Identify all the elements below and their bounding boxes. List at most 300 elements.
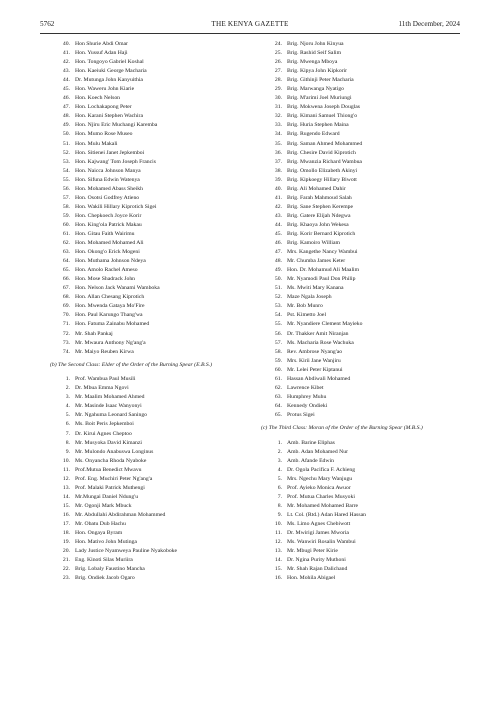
item-name: Lt. Col. (Rtd.) Adan Hared Hassan <box>287 511 366 518</box>
item-name: Mr. Nyamodi Paul Don Philip <box>287 276 356 283</box>
item-name: Mr. Bob Munro <box>287 303 323 310</box>
item-number: 44. <box>62 77 70 84</box>
item-name: Hon. Yussuf Adan Haji <box>75 50 128 57</box>
item-name: Amb. Barine Eliphas <box>287 439 335 446</box>
item-number: 2. <box>65 385 70 392</box>
item-name: Mr.Mungai Daniel Ndung'u <box>75 493 139 500</box>
item-name: Prof.Mutua Benedict Mwavu <box>75 466 142 473</box>
item-name: Brig. Rashid Seif Salim <box>287 50 342 57</box>
list-item <box>58 411 246 420</box>
item-name: Hon. Dr. Mohamud Ali Maalim <box>287 267 360 274</box>
list-item <box>270 284 465 293</box>
item-number: 52. <box>62 149 70 156</box>
item-name: Ms. Wanwiri Rosalin Wambui <box>287 539 356 546</box>
item-name: Mr. Masinde Isaac Wanyonyi <box>75 403 142 410</box>
item-name: Mr. Mohamed Mohamed Barre <box>287 502 359 509</box>
item-number: 25. <box>274 50 282 57</box>
item-name: Dr. Mutunga John Kanyuithia <box>75 77 143 84</box>
item-number: 31. <box>274 104 282 111</box>
list-item <box>58 547 246 556</box>
item-number: 2. <box>277 448 282 455</box>
list-item <box>58 194 246 203</box>
list-item <box>270 330 465 339</box>
item-name: Hon. Karani Stephen Wachira <box>75 113 143 120</box>
list-item <box>270 176 465 185</box>
list-item <box>270 121 465 130</box>
item-name: Lady Justice Nyamweya Pauline Nyakoboke <box>75 548 178 555</box>
item-name: Brig. Chesire David Kiprotich <box>287 149 356 156</box>
list-item <box>58 565 246 574</box>
item-number: 62. <box>62 240 70 247</box>
item-name: Brig. Saman Ahmed Mohammed <box>287 140 363 147</box>
item-number: 5. <box>65 412 70 419</box>
item-number: 33. <box>274 122 282 129</box>
list-item <box>58 221 246 230</box>
item-number: 53. <box>62 158 70 165</box>
item-number: 63. <box>62 249 70 256</box>
list-item <box>270 257 465 266</box>
list-item <box>58 266 246 275</box>
list-item <box>58 58 246 67</box>
item-number: 42. <box>274 203 282 210</box>
item-name: Humphrey Muhu <box>287 393 327 400</box>
item-name: Hon. Mativo John Mutinga <box>75 539 137 546</box>
item-number: 47. <box>62 104 70 111</box>
list-item <box>270 248 465 257</box>
list-item <box>58 167 246 176</box>
item-name: Amb. Afande Edwin <box>287 457 334 464</box>
item-name: Hon. Paul Karungo Thang'wa <box>75 312 143 319</box>
item-number: 62. <box>274 384 282 391</box>
item-number: 8. <box>65 439 70 446</box>
list-item <box>58 40 246 49</box>
item-name: Hassan Abdiwali Mohamed <box>287 375 351 382</box>
list-item <box>58 466 246 475</box>
item-name: Hon. Mumo Rose Museo <box>75 131 133 138</box>
item-number: 49. <box>274 267 282 274</box>
item-name: Hon. Chepkoech Joyce Korir <box>75 212 142 219</box>
item-number: 40. <box>274 185 282 192</box>
list-item <box>270 302 465 311</box>
item-number: 60. <box>62 221 70 228</box>
list-item <box>270 230 465 239</box>
list-item <box>58 502 246 511</box>
list-item <box>270 212 465 221</box>
item-name: Hon. Mohamed Mohamed Ali <box>75 240 144 247</box>
item-name: Mr. Mbugi Peter Kirie <box>287 548 338 555</box>
item-number: 11. <box>275 530 282 537</box>
item-name: Hon. Amolo Rachel Ameso <box>75 267 138 274</box>
item-name: Hon Shurie Abdi Omar <box>75 41 128 47</box>
item-name: Mr. Chumba James Keter <box>287 258 346 265</box>
item-number: 53. <box>274 303 282 310</box>
item-number: 18. <box>62 530 70 537</box>
list-item <box>270 493 465 502</box>
list-item <box>58 339 246 348</box>
list-item <box>58 556 246 565</box>
item-name: Hon. Mulu Makali <box>75 140 118 147</box>
item-name: Brig. Githinji Peter Macharia <box>287 77 354 84</box>
item-number: 58. <box>274 348 282 355</box>
item-number: 55. <box>62 176 70 183</box>
item-name: Kennedy Ondieki <box>287 402 328 409</box>
item-number: 46. <box>62 95 70 102</box>
item-number: 8. <box>277 502 282 509</box>
item-name: Hon. Allan Chesang Kiprotich <box>75 294 145 301</box>
list-item <box>58 130 246 139</box>
item-number: 50. <box>62 131 70 138</box>
item-name: Hon. Mose Shadrack John <box>75 276 136 283</box>
item-name: Hon. Naicca Johnson Manya <box>75 167 141 174</box>
list-item <box>270 502 465 511</box>
item-name: Hon. Wakili Hillary Kiprotich Sigei <box>75 203 157 210</box>
item-number: 7. <box>65 430 70 437</box>
list-item <box>58 302 246 311</box>
item-name: Prof. Wambua Paul Musili <box>75 376 136 383</box>
item-number: 23. <box>62 575 70 582</box>
list-item <box>58 293 246 302</box>
list-item <box>270 411 465 420</box>
item-number: 65. <box>62 267 70 274</box>
item-number: 43. <box>62 68 70 75</box>
list-item <box>58 103 246 112</box>
item-name: Brig. Kamoiro William <box>287 240 340 247</box>
item-number: 58. <box>62 203 70 210</box>
item-number: 10. <box>62 457 70 464</box>
list-item <box>270 76 465 85</box>
list-item <box>58 375 246 384</box>
item-number: 45. <box>62 86 70 93</box>
list-item <box>58 248 246 257</box>
item-name: Brig. Mwenga Mboya <box>287 59 338 66</box>
item-name: Brig. Rugendo Edward <box>287 131 340 138</box>
item-number: 37. <box>274 158 282 165</box>
list-item <box>270 167 465 176</box>
item-name: Hon. Sitienei Janet Jepkemboi <box>75 149 145 156</box>
list-item <box>270 94 465 103</box>
item-number: 61. <box>62 230 70 237</box>
list-item <box>58 49 246 58</box>
item-number: 9. <box>65 448 70 455</box>
list-item <box>270 357 465 366</box>
item-name: Ms. Macharia Rose Wachuka <box>287 339 354 346</box>
item-number: 38. <box>274 167 282 174</box>
item-number: 44. <box>274 221 282 228</box>
item-name: Hon. Mohamed Abass Sheikh <box>75 185 143 192</box>
item-name: Hon. Gitau Faith Wairimu <box>75 230 135 237</box>
item-name: Hon. Nelson Jack Wanami Wamboka <box>75 285 160 292</box>
item-name: Mr. Musyoka David Kimanzi <box>75 439 142 446</box>
item-number: 68. <box>62 294 70 301</box>
item-name: Brig. Marwanga Nyatigo <box>287 86 345 93</box>
list-item <box>58 430 246 439</box>
list-item <box>58 393 246 402</box>
item-name: Brig. Korir Bernard Kiprotich <box>287 230 356 237</box>
item-name: Mr. Nyandiere Clement Mayieko <box>287 321 363 328</box>
item-name: Prof. Ayieko Monica Awuor <box>287 484 351 491</box>
item-name: Prof. Malaki Patrick Muthengi <box>75 484 145 491</box>
item-name: Brig. Mwanzia Richard Wambua <box>287 158 362 165</box>
item-number: 66. <box>62 276 70 283</box>
item-number: 30. <box>274 95 282 102</box>
item-name: Mr. Maiyo Reuben Kirwa <box>75 348 134 355</box>
item-name: Brig. Huria Stephen Maina <box>287 122 349 129</box>
list-item <box>270 439 465 448</box>
list-item <box>58 520 246 529</box>
item-number: 1. <box>277 439 282 446</box>
item-number: 63. <box>274 393 282 400</box>
list-item <box>58 176 246 185</box>
list-item <box>58 384 246 393</box>
item-name: Lawrence Kibet <box>287 384 324 391</box>
item-number: 45. <box>274 230 282 237</box>
item-number: 54. <box>62 167 70 174</box>
item-number: 3. <box>277 457 282 464</box>
list-item <box>58 212 246 221</box>
item-number: 59. <box>62 212 70 219</box>
list-item <box>270 239 465 248</box>
item-name: Mr. Maalim Mohamed Ahmed <box>75 394 145 401</box>
item-name: Brig. Ali Mohamed Dahir <box>287 185 346 192</box>
item-name: Brig. Gatere Elijah Ndegwa <box>287 212 351 219</box>
item-name: Brig. Mokwena Joseph Douglas <box>287 104 360 111</box>
item-name: Dr. Ogola Pacifica F. Achieng <box>287 466 356 473</box>
item-name: Maze Ngala Joseph <box>287 294 332 301</box>
item-name: Mr. Lelei Peter Kiptanui <box>287 366 343 373</box>
list-item <box>58 538 246 547</box>
issue-date: 11th December, 2024 <box>398 20 460 28</box>
item-number: 70. <box>62 312 70 319</box>
page-number: 5762 <box>40 20 55 28</box>
item-number: 15. <box>62 502 70 509</box>
item-number: 6. <box>65 421 70 428</box>
left-column <box>50 40 246 583</box>
item-number: 36. <box>274 149 282 156</box>
list-item <box>270 293 465 302</box>
item-number: 34. <box>274 131 282 138</box>
list-item <box>270 339 465 348</box>
item-name: Brig. Kipkoegy Hillary Biwott <box>287 176 357 183</box>
item-name: Mr. Shah Rajan Dalichand <box>287 566 348 573</box>
item-number: 21. <box>62 557 70 564</box>
list-item <box>270 203 465 212</box>
list-item <box>58 185 246 194</box>
item-number: 4. <box>277 466 282 473</box>
item-number: 65. <box>274 411 282 418</box>
item-name: Hon. Fatuma Zainabu Mohamed <box>75 321 150 328</box>
item-number: 73. <box>62 339 70 346</box>
item-number: 39. <box>274 176 282 183</box>
list-item <box>270 538 465 547</box>
list-item <box>270 311 465 320</box>
item-number: 69. <box>62 303 70 310</box>
item-name: Mrs. Kirii Jane Wanjiru <box>287 357 341 364</box>
item-number: 14. <box>274 557 282 564</box>
item-name: Hon. Tongoyo Gabriel Koshal <box>75 59 144 66</box>
list-item <box>58 67 246 76</box>
list-item <box>58 439 246 448</box>
list-item <box>58 239 246 248</box>
list-item <box>270 140 465 149</box>
list-item <box>58 348 246 357</box>
section-heading-ebs: (b) The Second Class: Elder of the Order of the Burning Spear (E.B.S.) <box>50 361 213 368</box>
item-name: Brig. Kipya John Kipkorir <box>287 68 348 75</box>
list-item <box>270 58 465 67</box>
item-number: 51. <box>62 140 70 147</box>
item-name: Hon. Lochakapong Peter <box>75 104 132 111</box>
item-number: 28. <box>274 77 282 84</box>
list-item <box>58 574 246 583</box>
item-number: 15. <box>274 566 282 573</box>
spacer <box>58 357 246 361</box>
item-number: 47. <box>274 249 282 256</box>
item-name: Protus Sigei <box>287 411 315 418</box>
item-number: 64. <box>62 258 70 265</box>
item-name: Hon. Osotsi Godfrey Atieno <box>75 194 140 201</box>
list-item <box>270 158 465 167</box>
list-item <box>270 484 465 493</box>
list-item <box>270 375 465 384</box>
list-item <box>58 484 246 493</box>
list-item <box>58 284 246 293</box>
list-item <box>270 112 465 121</box>
item-number: 26. <box>274 59 282 66</box>
item-number: 5. <box>277 475 282 482</box>
item-number: 10. <box>274 520 282 527</box>
list-item <box>270 194 465 203</box>
item-name: Hon. Koech Nelson <box>75 95 121 102</box>
item-number: 50. <box>274 276 282 283</box>
item-number: 11. <box>63 466 70 473</box>
item-number: 19. <box>62 539 70 546</box>
item-name: Prof. Mutua Charles Musyoki <box>287 493 355 500</box>
item-number: 27. <box>274 68 282 75</box>
list-item <box>58 457 246 466</box>
item-name: Brig. Khaoya John Wekesa <box>287 221 349 228</box>
item-name: Brig. Farah Mahmoud Salah <box>287 194 352 201</box>
list-item <box>58 85 246 94</box>
item-name: Amb. Adan Mohamed Nur <box>287 448 348 455</box>
item-number: 20. <box>62 548 70 555</box>
item-number: 72. <box>62 330 70 337</box>
list-item <box>58 330 246 339</box>
item-name: Mr. Obatu Dub Hachu <box>75 520 126 527</box>
item-name: Dr. Mbua Emma Ngovi <box>75 385 129 392</box>
item-name: Mr. Mwaura Anthony Ng'ang'a <box>75 339 146 346</box>
list-item <box>270 320 465 329</box>
list-item <box>58 112 246 121</box>
item-number: 48. <box>62 113 70 120</box>
page-header <box>40 20 460 32</box>
item-name: Brig. Njoru John Kinyua <box>287 41 344 47</box>
list-item <box>270 402 465 411</box>
item-name: Mr. Ogonji Mark Mbuck <box>75 502 132 509</box>
list-item <box>58 76 246 85</box>
item-number: 7. <box>277 493 282 500</box>
list-item <box>270 149 465 158</box>
list-item <box>58 511 246 520</box>
item-number: 29. <box>274 86 282 93</box>
item-name: Hon. Kajwang' Tom Joseph Francis <box>75 158 156 165</box>
item-number: 43. <box>274 212 282 219</box>
item-name: Hon. Waweru John Kiarie <box>75 86 135 93</box>
item-name: Brig. Omollo Elizabeth Akinyi <box>287 167 358 174</box>
list-item <box>270 275 465 284</box>
list-item <box>58 158 246 167</box>
item-name: Pst. Kimetto Joel <box>287 312 327 319</box>
item-number: 61. <box>274 375 282 382</box>
list-item <box>58 94 246 103</box>
item-name: Ms. Boit Peris Jepkemboi <box>75 421 134 428</box>
item-number: 4. <box>65 403 70 410</box>
item-name: Dr. Mwirigi James Mworia <box>287 530 349 537</box>
item-name: Brig. Ondiek Jacob Ogaro <box>75 575 135 582</box>
item-name: Hon. Njiru Eric Muchangi Karemba <box>75 122 158 129</box>
item-name: Hon. Kaeiuki George Macharia <box>75 68 147 75</box>
item-number: 55. <box>274 321 282 328</box>
item-number: 13. <box>274 548 282 555</box>
list-item <box>270 67 465 76</box>
list-item <box>270 384 465 393</box>
item-name: Mr. Mulondo Anabuswa Longinus <box>75 448 154 455</box>
list-item <box>58 529 246 538</box>
item-number: 67. <box>62 285 70 292</box>
list-item <box>270 457 465 466</box>
item-number: 48. <box>274 258 282 265</box>
list-item <box>58 493 246 502</box>
list-item <box>270 221 465 230</box>
item-name: Hon. King'ola Patrick Makau <box>75 221 142 228</box>
list-item <box>270 511 465 520</box>
list-item <box>270 366 465 375</box>
list-item <box>270 185 465 194</box>
item-number: 13. <box>62 484 70 491</box>
list-item <box>58 140 246 149</box>
item-number: 56. <box>274 330 282 337</box>
item-number: 9. <box>277 511 282 518</box>
list-item <box>270 448 465 457</box>
item-number: 51. <box>274 285 282 292</box>
list-item <box>270 103 465 112</box>
item-number: 16. <box>62 511 70 518</box>
list-item <box>58 448 246 457</box>
list-item <box>58 320 246 329</box>
gazette-title: THE KENYA GAZETTE <box>211 20 289 28</box>
item-number: 24. <box>274 41 282 47</box>
list-item <box>270 49 465 58</box>
item-number: 59. <box>274 357 282 364</box>
item-name: Dr. Thakker Amit Niranjan <box>287 330 349 337</box>
item-number: 3. <box>65 394 70 401</box>
list-item <box>58 275 246 284</box>
item-number: 60. <box>274 366 282 373</box>
list-item <box>270 556 465 565</box>
item-name: Eng. Kinoti Silas Muriira <box>75 557 133 564</box>
item-name: Dr. Ngina Purity Muthoni <box>287 557 346 564</box>
item-number: 12. <box>62 475 70 482</box>
item-name: Mr. Shah Pankaj <box>75 330 113 337</box>
item-number: 35. <box>274 140 282 147</box>
item-number: 14. <box>62 493 70 500</box>
list-item <box>270 466 465 475</box>
list-item <box>58 402 246 411</box>
list-item <box>58 311 246 320</box>
list-item <box>270 130 465 139</box>
list-item <box>58 257 246 266</box>
item-name: Hon. Ongaya Byram <box>75 530 123 537</box>
list-item <box>58 475 246 484</box>
item-name: Brig. Lobaly Faustino Mancha <box>75 566 145 573</box>
